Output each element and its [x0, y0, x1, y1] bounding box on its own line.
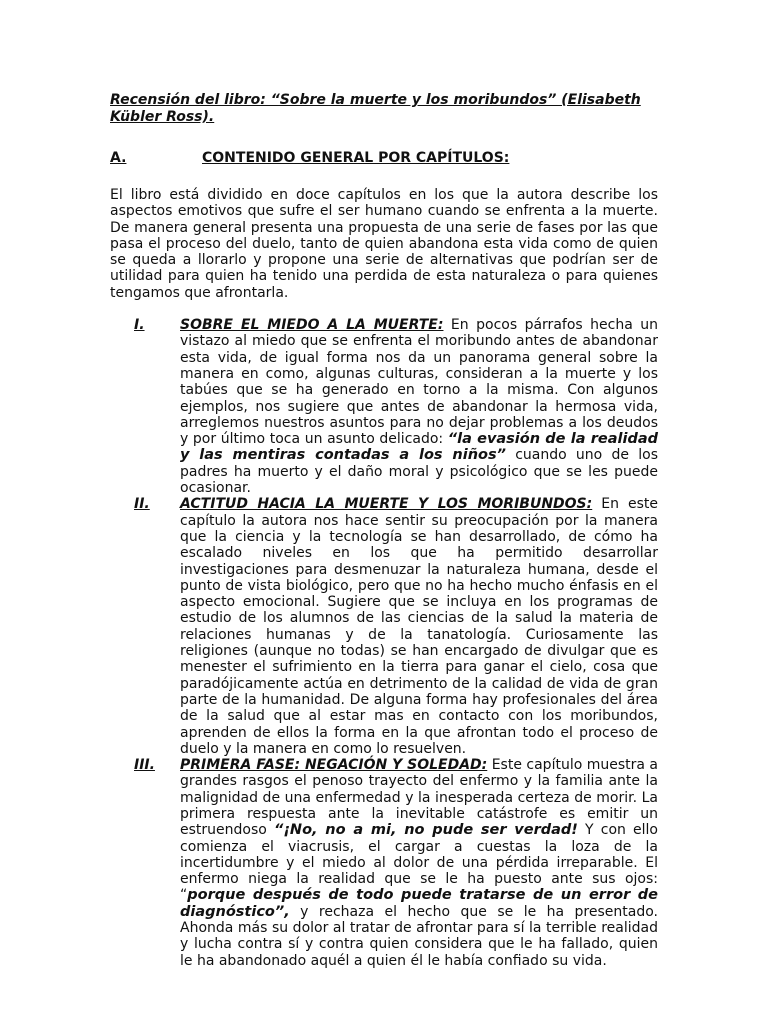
chapter-item — [110, 496, 658, 757]
chapter-list — [110, 317, 658, 969]
chapter-text: cuando uno de los padres ha muerto y el daño moral y psicológico que se les puede ocasionar. — [180, 447, 658, 497]
chapter-item — [110, 757, 658, 969]
chapter-quote: “la evasión de la realidad y las mentiras contadas a los niños” — [180, 431, 658, 464]
chapter-body — [180, 496, 658, 757]
intro-paragraph: El libro está dividido en doce capítulos en los que la autora describe los aspectos emotivos que sufre el ser humano cuando se enfrenta a la muerte. De manera general presenta una propuesta de una serie de fases por las que pasa el proceso del duelo, tanto de quien abandona esta vida como de quien se queda a llorarlo y propone una serie de alternativas que podrían ser de utilidad para quien ha tenido una perdida de esta naturaleza o para quienes tengamos que afrontarla. — [110, 187, 658, 301]
section-letter: A. — [110, 150, 127, 166]
section-title: CONTENIDO GENERAL POR CAPÍTULOS: — [202, 150, 510, 166]
chapter-body — [180, 757, 658, 969]
chapter-body — [180, 317, 658, 496]
chapter-number: III. — [134, 757, 155, 774]
chapter-title: PRIMERA FASE: NEGACIÓN Y SOLEDAD: — [180, 757, 488, 774]
chapter-number: I. — [134, 317, 145, 334]
document-title: Recensión del libro: “Sobre la muerte y los moribundos” (Elisabeth Kübler Ross). — [110, 92, 641, 125]
chapter-title: SOBRE EL MIEDO A LA MUERTE: — [180, 317, 444, 334]
chapter-text: Este capítulo muestra a grandes rasgos el penoso trayecto del enfermo y la familia ante la malignidad de una enfermedad y la inesperada certeza de morir. La primera respuesta ante la inevitable catástrofe es emitir un estruendoso — [180, 757, 658, 839]
chapter-text: En este capítulo la autora nos hace sentir su preocupación por la manera que la ciencia y la tecnología se han desarrollado, de cómo ha escalado niveles en los que ha permitido desarrollar investigaciones para desmenuzar la naturaleza humana, desde el punto de vista biológico, pero que no ha hecho mucho énfasis en el aspecto emocional. Sugiere que se incluya en los programas de estudio de los alumnos de las ciencias de la salud la materia de relaciones humanas y de la tanatología. Curiosamente las religiones (aunque no todas) se han encargado de divulgar que es menester el sufrimiento en la tierra para ganar el cielo, cosa que paradójicamente actúa en detrimento de la calidad de vida de gran parte de la humanidad. De alguna forma hay profesionales del área de la salud que al estar mas en contacto con los moribundos, aprenden de ellos la forma en la que afrontan todo el proceso de duelo y la manera en como lo resuelven. — [180, 496, 658, 757]
chapter-quote: “¡No, no a mi, no pude ser verdad! — [273, 822, 578, 839]
section-heading — [110, 150, 658, 167]
chapter-item — [110, 317, 658, 496]
chapter-number: II. — [134, 496, 150, 513]
chapter-quote: porque después de todo puede tratarse de un error de diagnóstico”, — [180, 887, 658, 920]
chapter-title: ACTITUD HACIA LA MUERTE Y LOS MORIBUNDOS: — [180, 496, 593, 513]
chapter-text: En pocos párrafos hecha un vistazo al miedo que se enfrenta el moribundo antes de abandonar esta vida, de igual forma nos da un panorama general sobre la manera en como, algunas culturas, consideran a la muerte y los tabúes que se ha generado en torno a la misma. Con algunos ejemplos, nos sugiere que antes de abandonar la hermosa vida, arreglemos nuestros asuntos para no dejar problemas a los deudos y por último toca un asunto delicado: — [180, 317, 658, 448]
chapter-text: Y con ello comienza el viacrusis, el cargar a cuestas la loza de la incertidumbre y el miedo al dolor de una pérdida irreparable. El enfermo niega la realidad que se le ha puesto ante sus ojos: “ — [180, 822, 659, 904]
chapter-text: y rechaza el hecho que se le ha presentado. Ahonda más su dolor al tratar de afrontar para sí la terrible realidad y lucha contra sí y contra quien considera que le ha fallado, quien le ha abandonado aquél a quien él le había confiado su vida. — [180, 903, 658, 969]
